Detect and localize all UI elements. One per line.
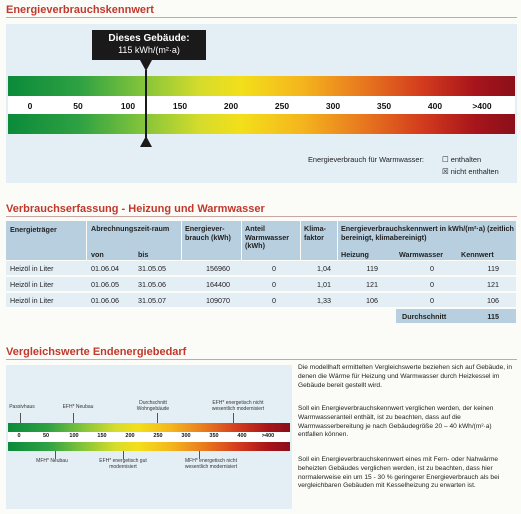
cell-carrier: Heizöl in Liter (10, 264, 54, 273)
marker-arrow-bottom (140, 136, 152, 147)
cell-from: 01.06.05 (91, 280, 119, 289)
scale-label: 200 (223, 101, 239, 111)
cell-carrier: Heizöl in Liter (10, 296, 54, 305)
scale-label: 50 (42, 433, 50, 439)
scale-label: >400 (261, 433, 275, 439)
header-from: von (91, 250, 104, 259)
header-kennwert: Energieverbrauchskennwert in kWh/(m²·a) (zeitlich bereinigt, klimabereinigt) (341, 224, 514, 242)
tick-line (233, 413, 234, 423)
cell-consumption: 156960 (206, 264, 230, 273)
scale-label: 0 (27, 101, 33, 111)
label-efh-neubau: EFH* Neubau (62, 404, 94, 410)
cell-to: 31.05.07 (138, 296, 166, 305)
cell-climate: 1,04 (317, 264, 331, 273)
legend-option-not-included (442, 167, 499, 176)
checkbox-unchecked-icon: ☐ (442, 155, 449, 164)
label-passivhaus: Passivhaus (9, 404, 35, 410)
scale-label: 300 (325, 101, 341, 111)
header-carrier: Energieträger (10, 225, 57, 234)
label-mfh-neubau: MFH* Neubau (36, 458, 68, 464)
comparison-scale-strip (8, 432, 290, 442)
scale-label: 350 (209, 433, 219, 439)
scale-label: >400 (472, 101, 492, 111)
scale-label: 0 (17, 433, 21, 439)
scale-label: 150 (97, 433, 107, 439)
cell-warmwater: 0 (272, 280, 276, 289)
cell-consumption: 109070 (206, 296, 230, 305)
scale-label: 200 (125, 433, 135, 439)
cell-heating: 119 (366, 264, 378, 273)
consumption-table (6, 221, 517, 327)
label-efh-nicht-modernisiert: EFH* energetisch nicht wesentlich modernisiert (211, 400, 265, 412)
average-value: 115 (487, 312, 499, 321)
cell-consumption: 164400 (206, 280, 230, 289)
scale-label: 300 (181, 433, 191, 439)
header-value: Kennwert (461, 250, 494, 259)
explanation-paragraph: Soll ein Energieverbrauchskennwert verglichen werden, der keinen Warmwasseranteil enthält, ist zu beachten, dass auf die Warmwasserbereitung je nach Gebäudegröße 20 – 40 kWh/(m²·a) entfallen können. (298, 405, 494, 439)
scale-label: 250 (153, 433, 163, 439)
scale-label: 100 (69, 433, 79, 439)
explanation-paragraph: Die modellhaft ermittelten Vergleichswerte beziehen sich auf Gebäude, in denen die Wärme für Heizung und Warmwasser durch Heizkessel im Gebäude bereit gestellt wird. (298, 364, 513, 389)
cell-to: 31.05.05 (138, 264, 166, 273)
section-title-verbrauch: Verbrauchserfassung - Heizung und Warmwasser (6, 203, 265, 215)
scale-label: 400 (427, 101, 443, 111)
scale-label: 400 (237, 433, 247, 439)
header-consumption: Energiever-brauch (kWh) (185, 224, 231, 242)
legend-option-label: enthalten (450, 155, 482, 164)
cell-climate: 1,01 (317, 280, 331, 289)
header-warmwater: Warmwasser (399, 250, 444, 259)
average-label: Durchschnitt (402, 312, 447, 321)
divider (6, 216, 517, 217)
explanation-paragraph: Soll ein Energieverbrauchskennwert eines mit Fern- oder Nahwärme beheizten Gebäudes verglichen werden, ist zu beachten, dass hier normalerweise ein um 15 - 30 % geringerer Energieverbrauch als bei vergleichbaren Gebäuden mit Kesselheizung zu erwarten ist. (298, 456, 500, 490)
header-period: Abrechnungszeit-raum (91, 224, 170, 233)
marker-title: Dieses Gebäude: (108, 33, 190, 44)
scale-bar-upper (8, 76, 515, 96)
cell-to: 31.05.06 (138, 280, 166, 289)
tick-line (157, 413, 158, 423)
legend-label: Energieverbrauch für Warmwasser: (308, 155, 424, 164)
cell-ww-value: 0 (430, 280, 434, 289)
tick-line (73, 413, 74, 423)
tick-line (20, 413, 21, 423)
header-to: bis (138, 250, 149, 259)
header-warmwater-share: Anteil Warmwasser (kWh) (245, 224, 290, 250)
comparison-bar-lower (8, 442, 290, 451)
marker-value: 115 kWh/(m²·a) (118, 45, 180, 55)
header-heating: Heizung (341, 250, 369, 259)
cell-heating: 121 (366, 280, 378, 289)
scale-label: 350 (376, 101, 392, 111)
cell-ww-value: 0 (430, 264, 434, 273)
cell-from: 01.06.04 (91, 264, 119, 273)
comparison-panel (6, 365, 292, 509)
divider (6, 17, 517, 18)
cell-carrier: Heizöl in Liter (10, 280, 54, 289)
section-title-vergleich: Vergleichswerte Endenergiebedarf (6, 346, 187, 358)
legend-option-included (442, 155, 481, 164)
scale-label: 150 (172, 101, 188, 111)
scale-bar-lower (8, 114, 515, 134)
label-mfh-nicht-modernisiert: MFH* energetisch nicht wesentlich modernisiert (184, 458, 238, 470)
cell-ww-value: 0 (430, 296, 434, 305)
cell-warmwater: 0 (272, 264, 276, 273)
warmwater-legend (308, 155, 424, 164)
scale-label: 50 (73, 101, 83, 111)
label-efh-gut-modernisiert: EFH* energetisch gut modernisiert (99, 458, 147, 470)
scale-label: 100 (120, 101, 136, 111)
cell-kennwert: 106 (487, 296, 499, 305)
section-title-kennwert: Energieverbrauchskennwert (6, 4, 154, 16)
checkbox-checked-icon: ☒ (442, 167, 449, 176)
comparison-bar-upper (8, 423, 290, 432)
cell-from: 01.06.06 (91, 296, 119, 305)
legend-option-label: nicht enthalten (450, 167, 499, 176)
marker-line (145, 70, 147, 138)
cell-warmwater: 0 (272, 296, 276, 305)
cell-kennwert: 119 (487, 264, 499, 273)
scale-label: 250 (274, 101, 290, 111)
cell-kennwert: 121 (487, 280, 499, 289)
label-durchschnitt: Durchschnitt Wohngebäude (136, 400, 170, 412)
kennwert-panel (6, 24, 517, 183)
header-climate-factor: Klima-faktor (304, 224, 326, 242)
building-marker-box (92, 30, 206, 60)
cell-heating: 106 (366, 296, 378, 305)
divider (6, 359, 517, 360)
cell-climate: 1,33 (317, 296, 331, 305)
